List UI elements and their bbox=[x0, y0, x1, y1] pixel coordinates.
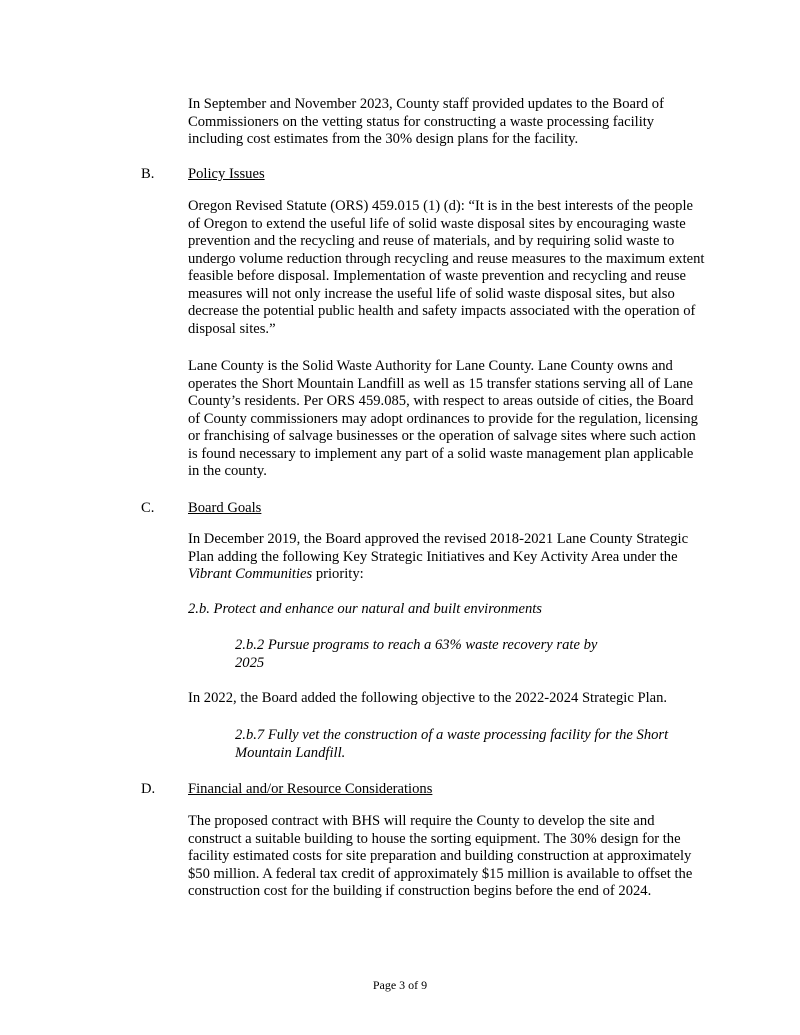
section-c-paragraph-1-post: priority: bbox=[312, 566, 364, 582]
section-b-heading: Policy Issues bbox=[188, 166, 265, 182]
section-c-paragraph-2: In 2022, the Board added the following objective to the 2022-2024 Strategic Plan. bbox=[188, 690, 668, 706]
section-c-heading: Board Goals bbox=[188, 500, 262, 516]
section-d-letter: D. bbox=[141, 781, 156, 797]
strategic-objective: 2.b.7 Fully vet the construction of a waste processing facility for the Short Mountain Landfill. bbox=[235, 727, 669, 761]
section-c-paragraph-1 bbox=[188, 531, 708, 584]
section-b-letter: B. bbox=[141, 166, 155, 182]
section-d-heading: Financial and/or Resource Considerations bbox=[188, 781, 433, 797]
section-c-paragraph-1-pre: In December 2019, the Board approved the revised 2018-2021 Lane County Strategic Plan adding the following Key Strategic Initiatives and Key Activity Area under the bbox=[188, 531, 689, 565]
vibrant-communities-text: Vibrant Communities bbox=[188, 566, 313, 582]
section-d-paragraph: The proposed contract with BHS will require the County to develop the site and construct a suitable building to house the sorting equipment. The 30% design for the facility estimated costs for site preparation and building construction at approximately $50 million. A federal tax credit of approximately $15 million is available to offset the construction cost for the building if construction begins before the end of 2024. bbox=[188, 813, 693, 899]
strategic-subgoal: 2.b.2 Pursue programs to reach a 63% waste recovery rate by 2025 bbox=[235, 637, 598, 671]
section-b-paragraph-1: Oregon Revised Statute (ORS) 459.015 (1) (d): “It is in the best interests of the people of Oregon to extend the useful life of solid waste disposal sites by encouraging waste prevention and the recycling and reuse of materials, and by requiring solid waste to undergo volume reduction through recycling and reuse measures to the maximum extent feasible before disposal. Implementation of waste prevention and recycling and reuse measures will not only increase the useful life of solid waste disposal sites, but also decrease the potential public health and safety impacts associated with the operation of disposal sites.” bbox=[188, 198, 705, 337]
page-number: Page 3 of 9 bbox=[372, 978, 428, 992]
strategic-goal: 2.b. Protect and enhance our natural and built environments bbox=[188, 601, 542, 617]
intro-paragraph: In September and November 2023, County staff provided updates to the Board of Commissioners on the vetting status for constructing a waste processing facility including cost estimates from the 30% design plans for the facility. bbox=[188, 96, 664, 147]
section-b-paragraph-2: Lane County is the Solid Waste Authority for Lane County. Lane County owns and operates the Short Mountain Landfill as well as 15 transfer stations serving all of Lane County’s residents. Per ORS 459.085, with respect to areas outside of cities, the Board of County commissioners may adopt ordinances to provide for the regulation, licensing or franchising of salvage businesses or the operation of salvage sites where such action is found necessary to implement any part of a solid waste management plan applicable in the county. bbox=[188, 358, 698, 479]
section-c-letter: C. bbox=[141, 500, 155, 516]
